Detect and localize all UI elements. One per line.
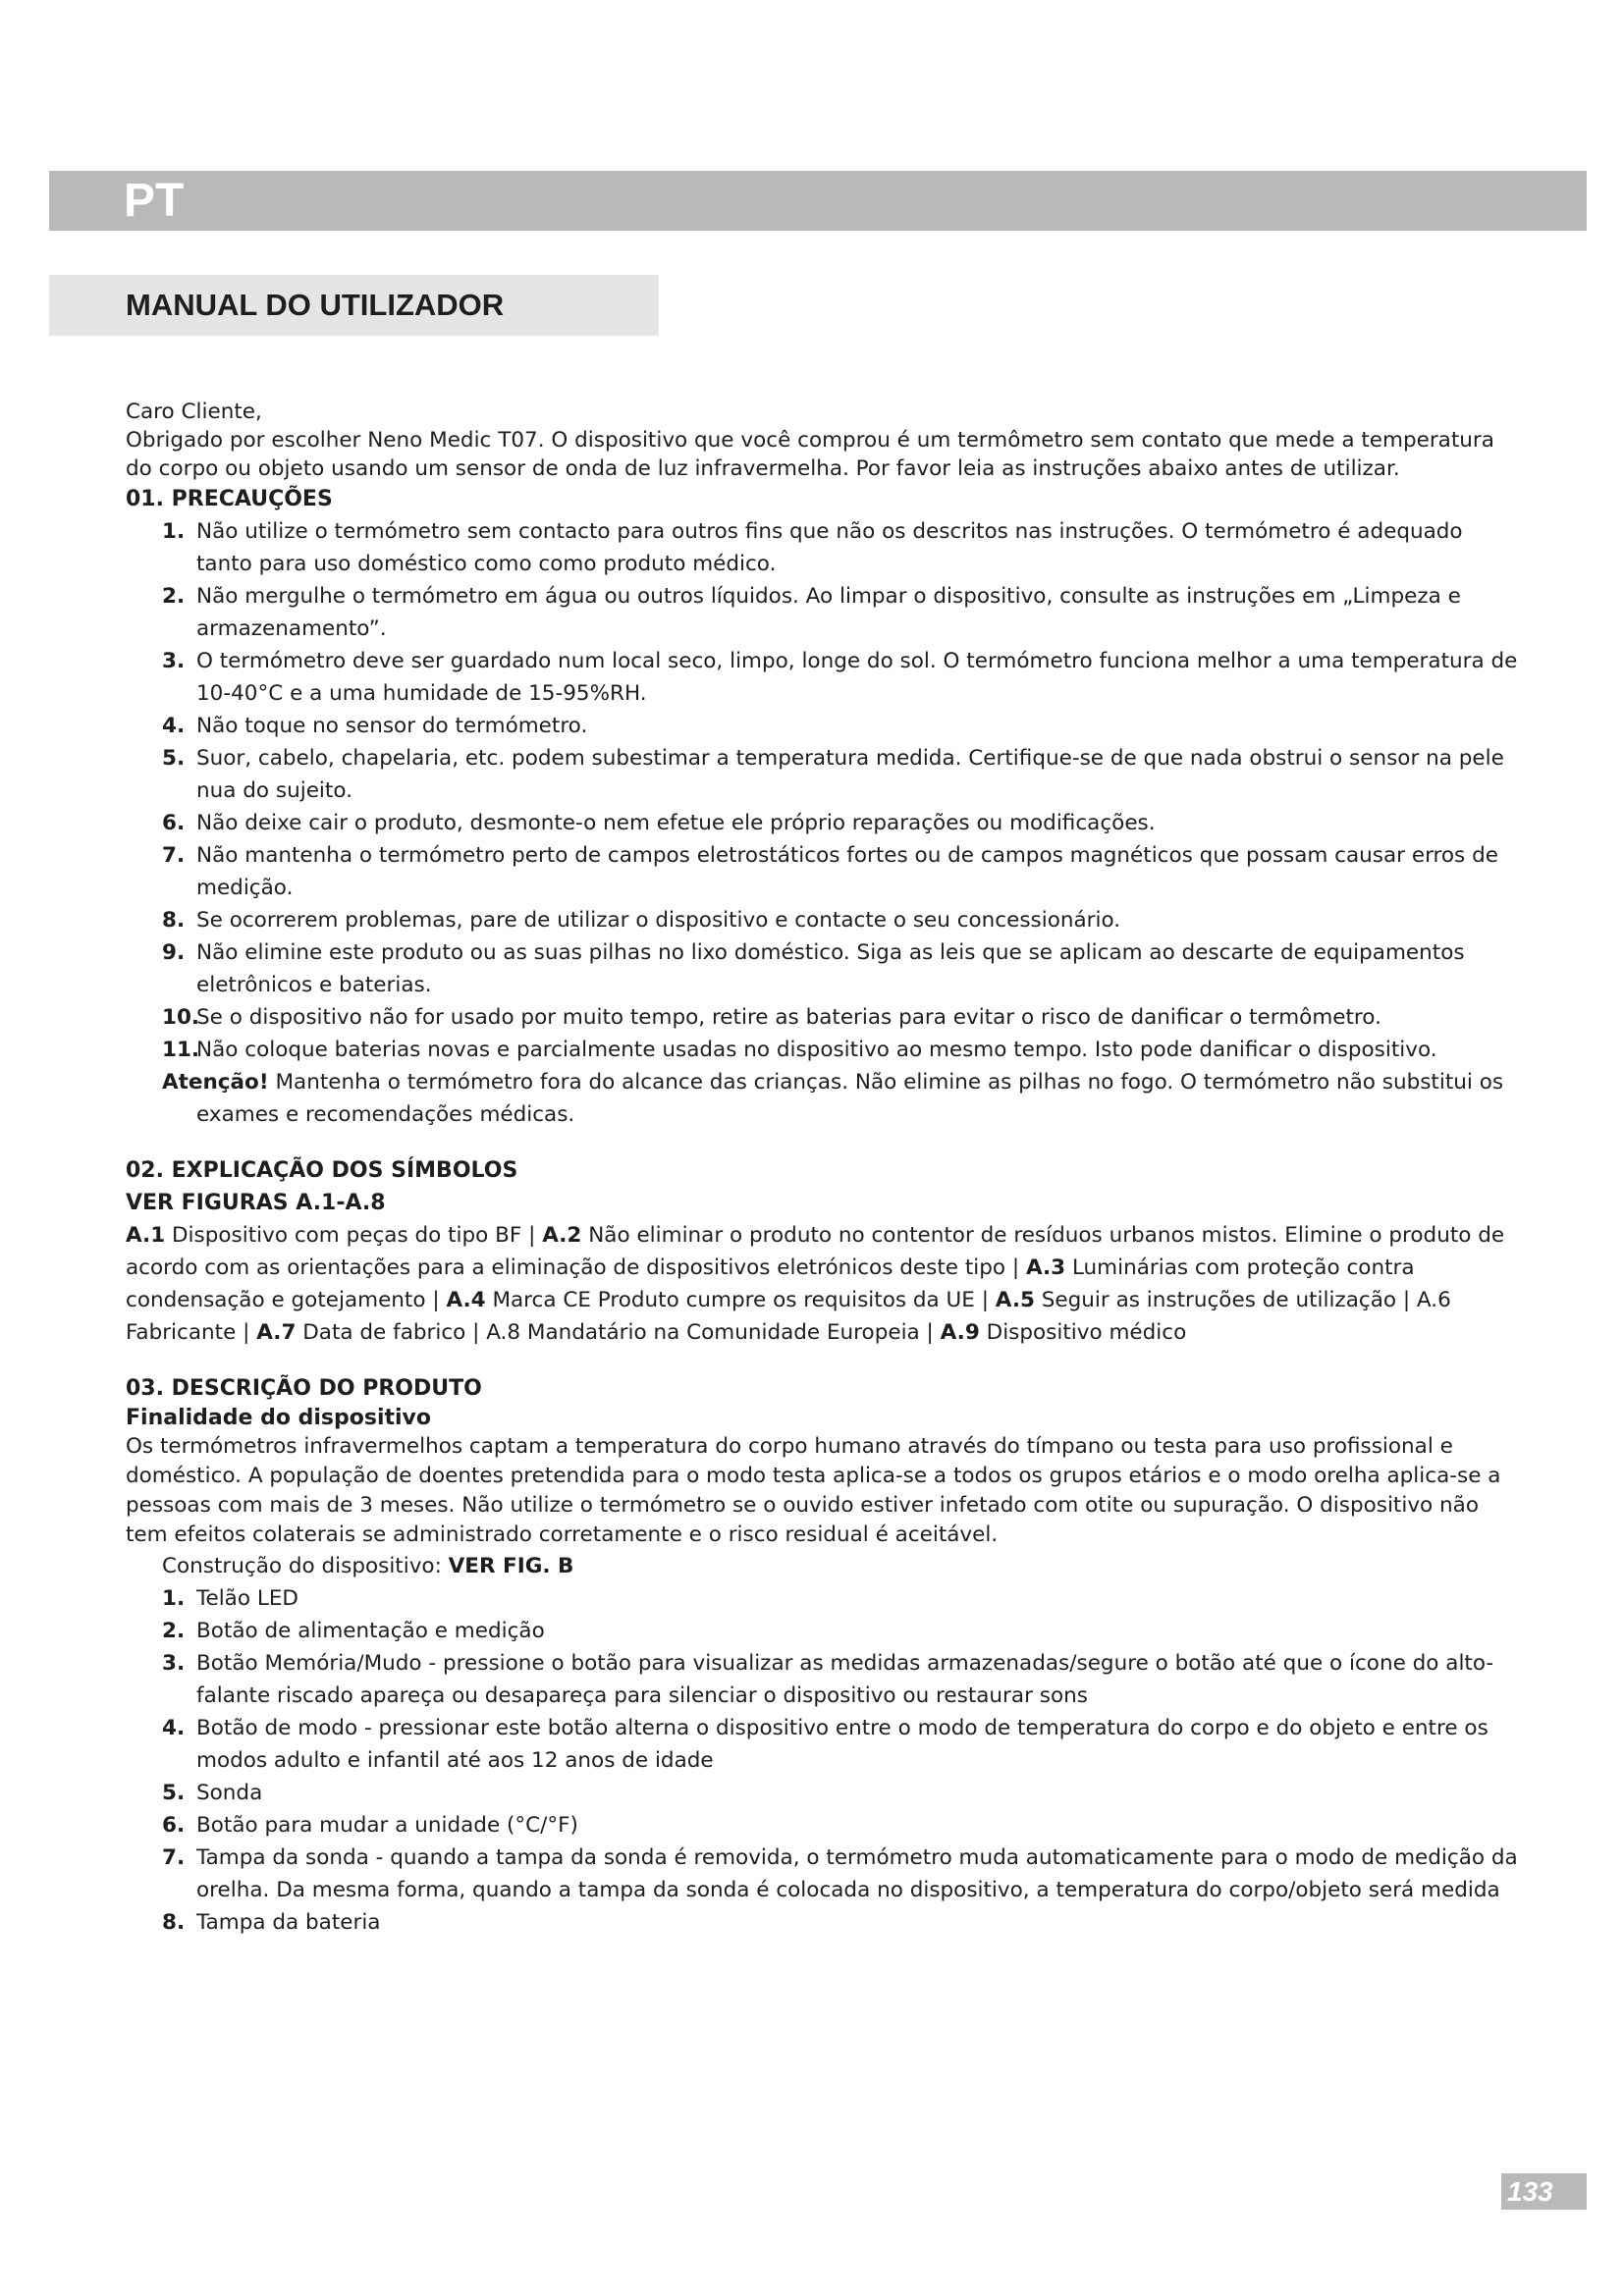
list-item — [162, 1712, 1525, 1777]
list-item — [162, 580, 1525, 645]
list-item — [162, 515, 1525, 580]
list-item — [162, 936, 1525, 1001]
item-text: Não elimine este produto ou as suas pilhas no lixo doméstico. Siga as leis que se aplicam ao descarte de equipamentos eletrônicos e baterias. — [196, 940, 1465, 997]
item-number: 2. — [162, 1619, 186, 1643]
item-text: Suor, cabelo, chapelaria, etc. podem subestimar a temperatura medida. Certifique-se de que nada obstrui o sensor na pele nua do sujeito. — [196, 746, 1504, 803]
item-text: Não mantenha o termómetro perto de campos eletrostáticos fortes ou de campos magnéticos que possam causar erros de medição. — [196, 843, 1498, 900]
symbol-code: A.5 — [995, 1288, 1035, 1312]
item-number: 5. — [162, 746, 186, 771]
symbol-text: Luminárias com proteção contra condensação e gotejamento | — [126, 1255, 1415, 1312]
construction-ref: VER FIG. B — [448, 1554, 574, 1578]
construction-line — [162, 1550, 1525, 1582]
item-text: Não deixe cair o produto, desmonte-o nem efetue ele próprio reparações ou modificações. — [196, 811, 1156, 835]
item-number: 8. — [162, 1910, 186, 1935]
description-heading: 03. DESCRIÇÃO DO PRODUTO — [126, 1376, 482, 1401]
list-item — [162, 710, 1525, 742]
attention-text: Mantenha o termómetro fora do alcance das crianças. Não elimine as pilhas no fogo. O termómetro não substitui os exames e recomendações médicas. — [196, 1070, 1504, 1127]
symbol-code: A.4 — [446, 1288, 486, 1312]
item-number: 1. — [162, 1586, 186, 1611]
list-item — [162, 1777, 1525, 1809]
description-text: Os termómetros infravermelhos captam a temperatura do corpo humano através do tímpano ou testa para uso profissional e doméstico. A população de doentes pretendida para o modo testa aplica-se a todos os grupos etários e o modo orelha aplica-se a pessoas com mais de 3 meses. Não utilize o termómetro se o ouvido estiver infetado com otite ou supuração. O dispositivo não tem efeitos colaterais se administrado corretamente e o risco residual é aceitável. — [126, 1434, 1501, 1547]
intro-text: Obrigado por escolher Neno Medic T07. O dispositivo que você comprou é um termômetro sem contato que mede a temperatura do corpo ou objeto usando um sensor de onda de luz infravermelha. Por favor leia as instruções abaixo antes de utilizar. — [126, 428, 1494, 481]
list-item — [162, 904, 1525, 936]
item-number: 11. — [162, 1038, 200, 1062]
symbol-text: Não eliminar o produto no contentor de resíduos urbanos mistos. Elimine o produto de acordo com as orientações para a eliminação de dispositivos eletrónicos deste tipo | — [126, 1223, 1505, 1280]
item-text: Botão Memória/Mudo - pressione o botão para visualizar as medidas armazenadas/segure o botão até que o ícone do alto-falante riscado apareça ou desapareça para silenciar o dispositivo ou restaurar sons — [196, 1651, 1494, 1708]
attention-label: Atenção! — [162, 1070, 269, 1095]
item-number: 7. — [162, 1845, 186, 1870]
item-text: Tampa da sonda - quando a tampa da sonda é removida, o termómetro muda automaticamente para o modo de medição da orelha. Da mesma forma, quando a tampa da sonda é colocada no dispositivo, a temperatura do corpo/objeto será medida — [196, 1845, 1518, 1902]
description-subheading: Finalidade do dispositivo — [126, 1406, 431, 1430]
language-banner — [49, 171, 1587, 231]
list-item — [162, 1842, 1525, 1906]
item-text: Botão para mudar a unidade (°C/°F) — [196, 1813, 578, 1838]
symbols-heading: 02. EXPLICAÇÃO DOS SÍMBOLOS — [126, 1158, 518, 1183]
symbol-text: Data de fabrico | A.8 Mandatário na Comunidade Europeia | — [296, 1320, 941, 1345]
attention-note — [162, 1066, 1525, 1131]
list-item — [162, 645, 1525, 710]
item-text: Tampa da bateria — [196, 1910, 381, 1935]
symbol-code: A.2 — [542, 1223, 582, 1248]
item-number: 1. — [162, 519, 186, 544]
item-number: 2. — [162, 584, 186, 609]
item-number: 8. — [162, 908, 186, 933]
item-number: 6. — [162, 1813, 186, 1838]
list-item — [162, 1034, 1525, 1066]
item-text: Não utilize o termómetro sem contacto para outros fins que não os descritos nas instruções. O termómetro é adequado tanto para uso doméstico como como produto médico. — [196, 519, 1463, 576]
list-item — [162, 1615, 1525, 1647]
item-text: Não coloque baterias novas e parcialmente usadas no dispositivo ao mesmo tempo. Isto pode danificar o dispositivo. — [196, 1038, 1437, 1062]
symbol-text: Dispositivo com peças do tipo BF | — [165, 1223, 543, 1248]
construction-label: Construção do dispositivo: — [162, 1554, 449, 1578]
item-text: Telão LED — [196, 1586, 298, 1611]
precautions-heading: 01. PRECAUÇÕES — [126, 487, 333, 511]
description-intro — [126, 1432, 1525, 1550]
symbol-text: Seguir as instruções de utilização | A.6 Fabricante | — [126, 1288, 1451, 1345]
item-text: Se o dispositivo não for usado por muito tempo, retire as baterias para evitar o risco de danificar o termômetro. — [196, 1005, 1381, 1030]
page-number: 133 — [1501, 2173, 1587, 2210]
symbol-code: A.3 — [1025, 1255, 1066, 1280]
item-number: 10. — [162, 1005, 200, 1030]
greeting: Caro Cliente, — [126, 400, 262, 424]
item-text: Não mergulhe o termómetro em água ou outros líquidos. Ao limpar o dispositivo, consulte as instruções em „Limpeza e armazenamento”. — [196, 584, 1461, 641]
symbol-text: Dispositivo médico — [979, 1320, 1187, 1345]
list-item — [162, 742, 1525, 807]
item-text: Botão de alimentação e medição — [196, 1619, 545, 1643]
symbol-text: Marca CE Produto cumpre os requisitos da UE | — [485, 1288, 996, 1312]
item-number: 9. — [162, 940, 186, 965]
precautions-list — [162, 515, 1525, 1066]
item-number: 3. — [162, 649, 186, 673]
list-item — [162, 807, 1525, 839]
item-number: 4. — [162, 714, 186, 738]
intro-section — [126, 398, 1525, 483]
list-item — [162, 1647, 1525, 1712]
item-number: 5. — [162, 1781, 186, 1805]
item-number: 7. — [162, 843, 186, 868]
list-item — [162, 1582, 1525, 1615]
item-text: Não toque no sensor do termómetro. — [196, 714, 588, 738]
symbols-subheading: VER FIGURAS A.1-A.8 — [126, 1191, 386, 1215]
document-body — [126, 398, 1525, 1939]
list-item — [162, 1001, 1525, 1034]
symbols-text — [126, 1219, 1525, 1349]
page-title: MANUAL DO UTILIZADOR — [126, 288, 505, 322]
item-number: 4. — [162, 1716, 186, 1740]
item-number: 6. — [162, 811, 186, 835]
item-text: Botão de modo - pressionar este botão alterna o dispositivo entre o modo de temperatura do corpo e do objeto e entre os modos adulto e infantil até aos 12 anos de idade — [196, 1716, 1489, 1773]
symbol-code: A.7 — [256, 1320, 297, 1345]
title-banner — [49, 275, 659, 336]
list-item — [162, 839, 1525, 904]
item-text: O termómetro deve ser guardado num local seco, limpo, longe do sol. O termómetro funciona melhor a uma temperatura de 10-40°C e a uma humidade de 15-95%RH. — [196, 649, 1518, 706]
language-code: PT — [124, 175, 185, 227]
item-text: Se ocorrerem problemas, pare de utilizar o dispositivo e contacte o seu concessionário. — [196, 908, 1121, 933]
list-item — [162, 1906, 1525, 1939]
item-text: Sonda — [196, 1781, 263, 1805]
item-number: 3. — [162, 1651, 186, 1676]
list-item — [162, 1809, 1525, 1842]
symbol-code: A.1 — [126, 1223, 166, 1248]
construction-list — [162, 1582, 1525, 1939]
symbol-code: A.9 — [940, 1320, 980, 1345]
